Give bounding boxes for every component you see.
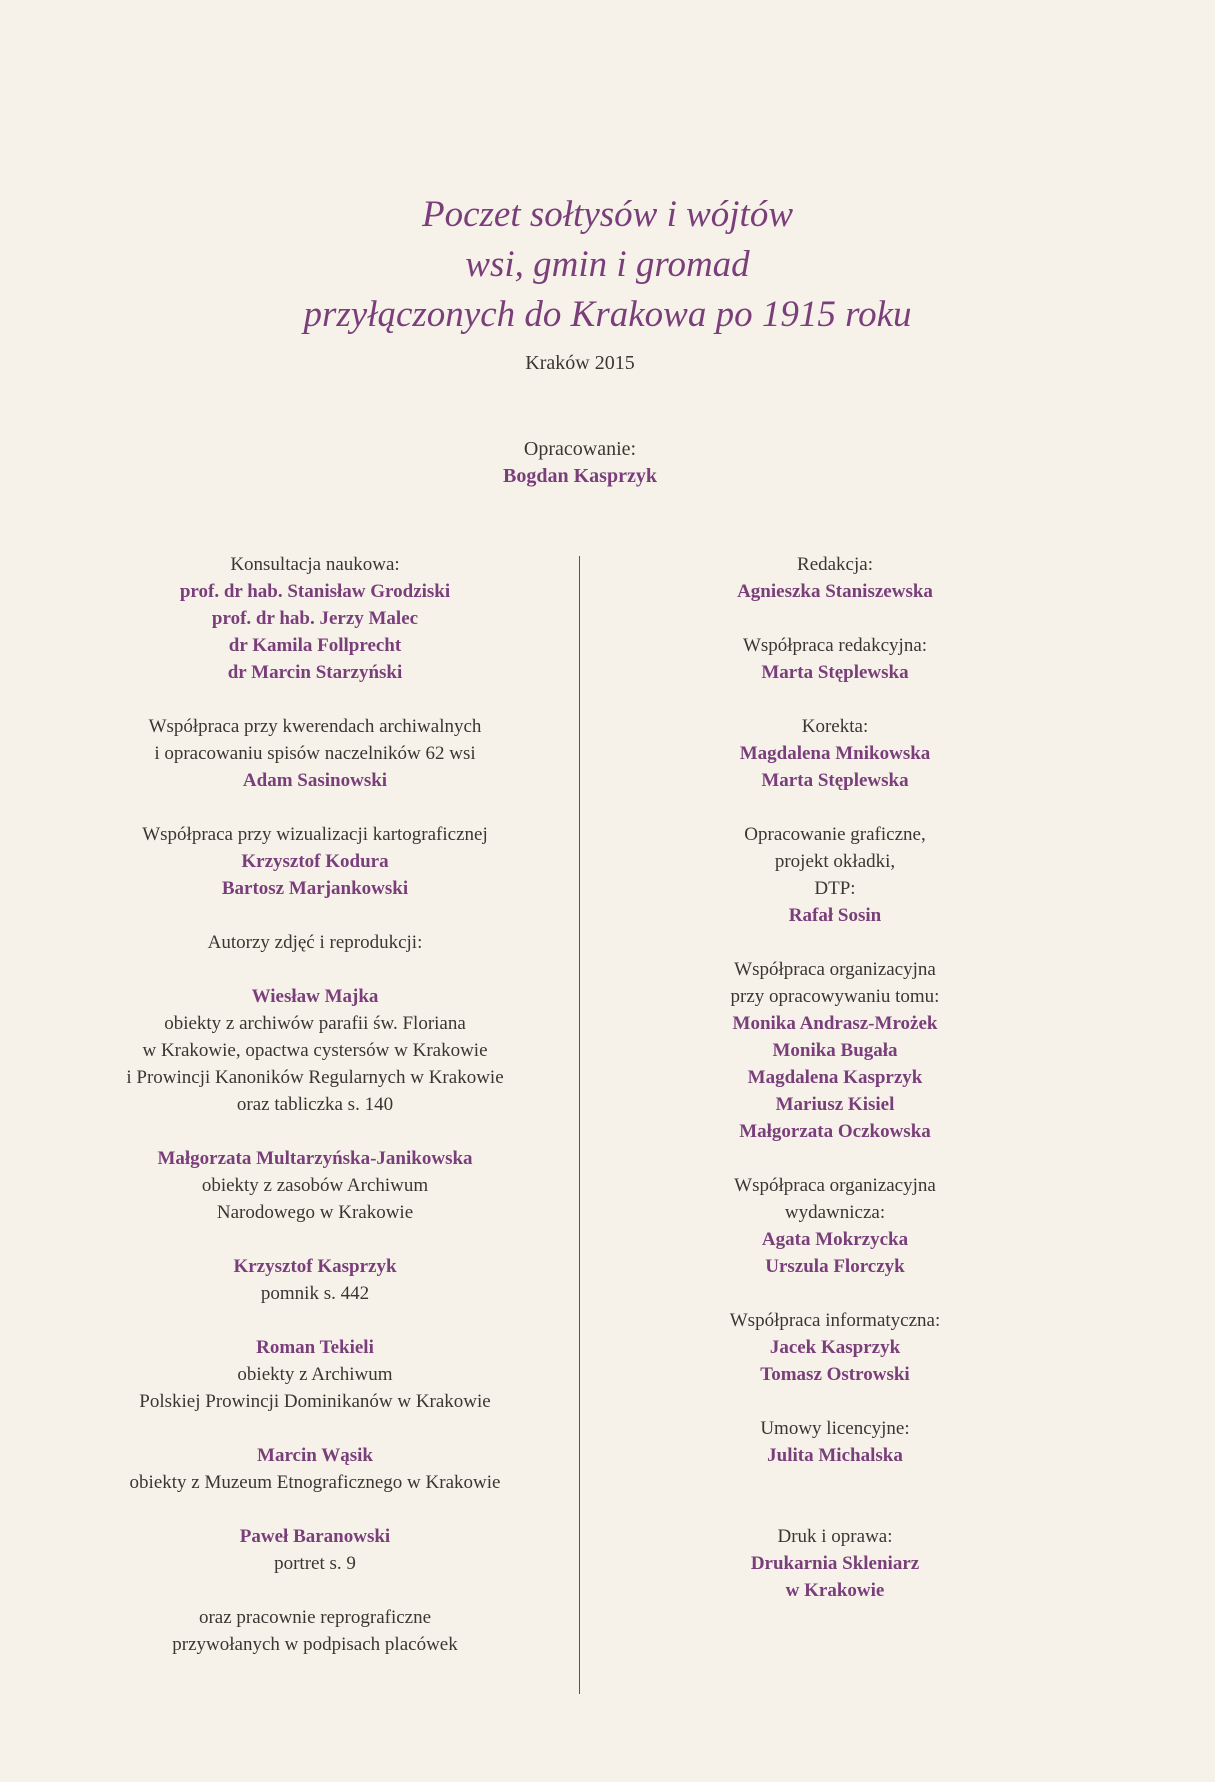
cartography-label: Współpraca przy wizualizacji kartograficznej bbox=[142, 824, 488, 845]
consultant-name: prof. dr hab. Stanisław Grodziski bbox=[179, 581, 451, 602]
photographer-detail: obiekty z archiwów parafii św. Floriana bbox=[164, 1013, 466, 1034]
coeditor-name: Marta Stęplewska bbox=[761, 662, 909, 683]
place-year: Kraków 2015 bbox=[525, 352, 635, 374]
graphics-label: DTP: bbox=[814, 878, 856, 899]
photographer-name: Wiesław Majka bbox=[251, 986, 379, 1007]
organization-name: Magdalena Kasprzyk bbox=[747, 1067, 923, 1088]
photos-heading-section bbox=[100, 929, 530, 956]
photographer-credit bbox=[100, 1145, 530, 1226]
photographer-name: Małgorzata Multarzyńska-Janikowska bbox=[157, 1148, 473, 1169]
consultant-name: dr Marcin Starzyński bbox=[227, 662, 403, 683]
photographer-detail: portret s. 9 bbox=[274, 1553, 356, 1574]
photographer-detail: obiekty z Archiwum bbox=[237, 1364, 393, 1385]
organization-section bbox=[625, 956, 1045, 1145]
compilation-name: Bogdan Kasprzyk bbox=[503, 465, 657, 487]
cartography-section bbox=[100, 821, 530, 902]
publishing-label: Współpraca organizacyjna bbox=[734, 1175, 936, 1196]
photographer-credit bbox=[100, 1253, 530, 1307]
publishing-name: Agata Mokrzycka bbox=[761, 1229, 909, 1250]
closing-note bbox=[100, 1604, 530, 1658]
print-label: Druk i oprawa: bbox=[777, 1526, 893, 1547]
organization-name: Małgorzata Oczkowska bbox=[739, 1121, 931, 1142]
archival-label: Współpraca przy kwerendach archiwalnych bbox=[148, 716, 482, 737]
consultant-name: prof. dr hab. Jerzy Malec bbox=[211, 608, 419, 629]
closing-line: oraz pracownie reprograficzne bbox=[198, 1607, 432, 1628]
compilation-label: Opracowanie: bbox=[523, 438, 637, 460]
organization-name: Mariusz Kisiel bbox=[775, 1094, 895, 1115]
licenses-label: Umowy licencyjne: bbox=[760, 1418, 910, 1439]
photographer-name: Paweł Baranowski bbox=[239, 1526, 391, 1547]
photographer-detail: i Prowincji Kanoników Regularnych w Krakowie bbox=[126, 1067, 504, 1088]
graphics-label: Opracowanie graficzne, bbox=[744, 824, 926, 845]
title-line-3: przyłączonych do Krakowa po 1915 roku bbox=[303, 294, 912, 335]
it-label: Współpraca informatyczna: bbox=[729, 1310, 941, 1331]
photographer-detail: oraz tabliczka s. 140 bbox=[236, 1094, 394, 1115]
print-name: Drukarnia Skleniarz bbox=[750, 1553, 920, 1574]
photographer-name: Roman Tekieli bbox=[256, 1337, 374, 1358]
coediting-section bbox=[625, 632, 1045, 686]
photographer-detail: pomnik s. 442 bbox=[260, 1283, 370, 1304]
cartography-name: Bartosz Marjankowski bbox=[221, 878, 409, 899]
graphics-name: Rafał Sosin bbox=[788, 905, 882, 926]
right-credits-column bbox=[625, 551, 1045, 1631]
organization-label: przy opracowywaniu tomu: bbox=[730, 986, 940, 1007]
closing-line: przywołanych w podpisach placówek bbox=[172, 1634, 458, 1655]
photographer-detail: obiekty z zasobów Archiwum bbox=[201, 1175, 429, 1196]
editing-section bbox=[625, 551, 1045, 605]
column-divider bbox=[579, 556, 580, 1694]
coediting-label: Współpraca redakcyjna: bbox=[742, 635, 928, 656]
proofreading-section bbox=[625, 713, 1045, 794]
photographer-detail: Narodowego w Krakowie bbox=[216, 1202, 414, 1223]
organization-label: Współpraca organizacyjna bbox=[734, 959, 936, 980]
left-credits-column bbox=[100, 551, 530, 1685]
proofreader-name: Magdalena Mnikowska bbox=[739, 743, 931, 764]
organization-name: Monika Andrasz-Mrożek bbox=[732, 1013, 938, 1034]
title-line-2: wsi, gmin i gromad bbox=[465, 244, 750, 285]
archival-section bbox=[100, 713, 530, 794]
organization-name: Monika Bugała bbox=[772, 1040, 898, 1061]
editor-name: Agnieszka Staniszewska bbox=[737, 581, 933, 602]
photographer-credit bbox=[100, 1334, 530, 1415]
licenses-name: Julita Michalska bbox=[767, 1445, 903, 1466]
archival-name: Adam Sasinowski bbox=[242, 770, 388, 791]
photographer-credit bbox=[100, 983, 530, 1118]
it-name: Jacek Kasprzyk bbox=[769, 1337, 901, 1358]
photographer-detail: obiekty z Muzeum Etnograficznego w Krakowie bbox=[129, 1472, 501, 1493]
book-title bbox=[0, 190, 1215, 340]
consultation-section bbox=[100, 551, 530, 686]
graphics-label: projekt okładki, bbox=[774, 851, 896, 872]
photographer-credit bbox=[100, 1523, 530, 1577]
photographer-detail: w Krakowie, opactwa cystersów w Krakowie bbox=[142, 1040, 488, 1061]
editing-label: Redakcja: bbox=[797, 554, 873, 575]
publishing-section bbox=[625, 1172, 1045, 1280]
spacer bbox=[625, 1496, 1045, 1523]
print-section bbox=[625, 1523, 1045, 1604]
photographer-name: Marcin Wąsik bbox=[257, 1445, 373, 1466]
it-name: Tomasz Ostrowski bbox=[760, 1364, 910, 1385]
title-line-1: Poczet sołtysów i wójtów bbox=[421, 194, 794, 235]
proofreader-name: Marta Stęplewska bbox=[761, 770, 909, 791]
photographer-name: Krzysztof Kasprzyk bbox=[233, 1256, 397, 1277]
publishing-label: wydawnicza: bbox=[784, 1202, 886, 1223]
it-section bbox=[625, 1307, 1045, 1388]
graphics-section bbox=[625, 821, 1045, 929]
cartography-name: Krzysztof Kodura bbox=[241, 851, 389, 872]
print-name: w Krakowie bbox=[785, 1580, 885, 1601]
consultant-name: dr Kamila Follprecht bbox=[228, 635, 402, 656]
licenses-section bbox=[625, 1415, 1045, 1469]
compilation-credit bbox=[0, 436, 1160, 490]
proofreading-label: Korekta: bbox=[801, 716, 869, 737]
photos-label: Autorzy zdjęć i reprodukcji: bbox=[207, 932, 423, 953]
archival-label: i opracowaniu spisów naczelników 62 wsi bbox=[154, 743, 476, 764]
publishing-name: Urszula Florczyk bbox=[765, 1256, 905, 1277]
photographer-detail: Polskiej Prowincji Dominikanów w Krakowie bbox=[139, 1391, 491, 1412]
consultation-label: Konsultacja naukowa: bbox=[230, 554, 400, 575]
photographer-credit bbox=[100, 1442, 530, 1496]
